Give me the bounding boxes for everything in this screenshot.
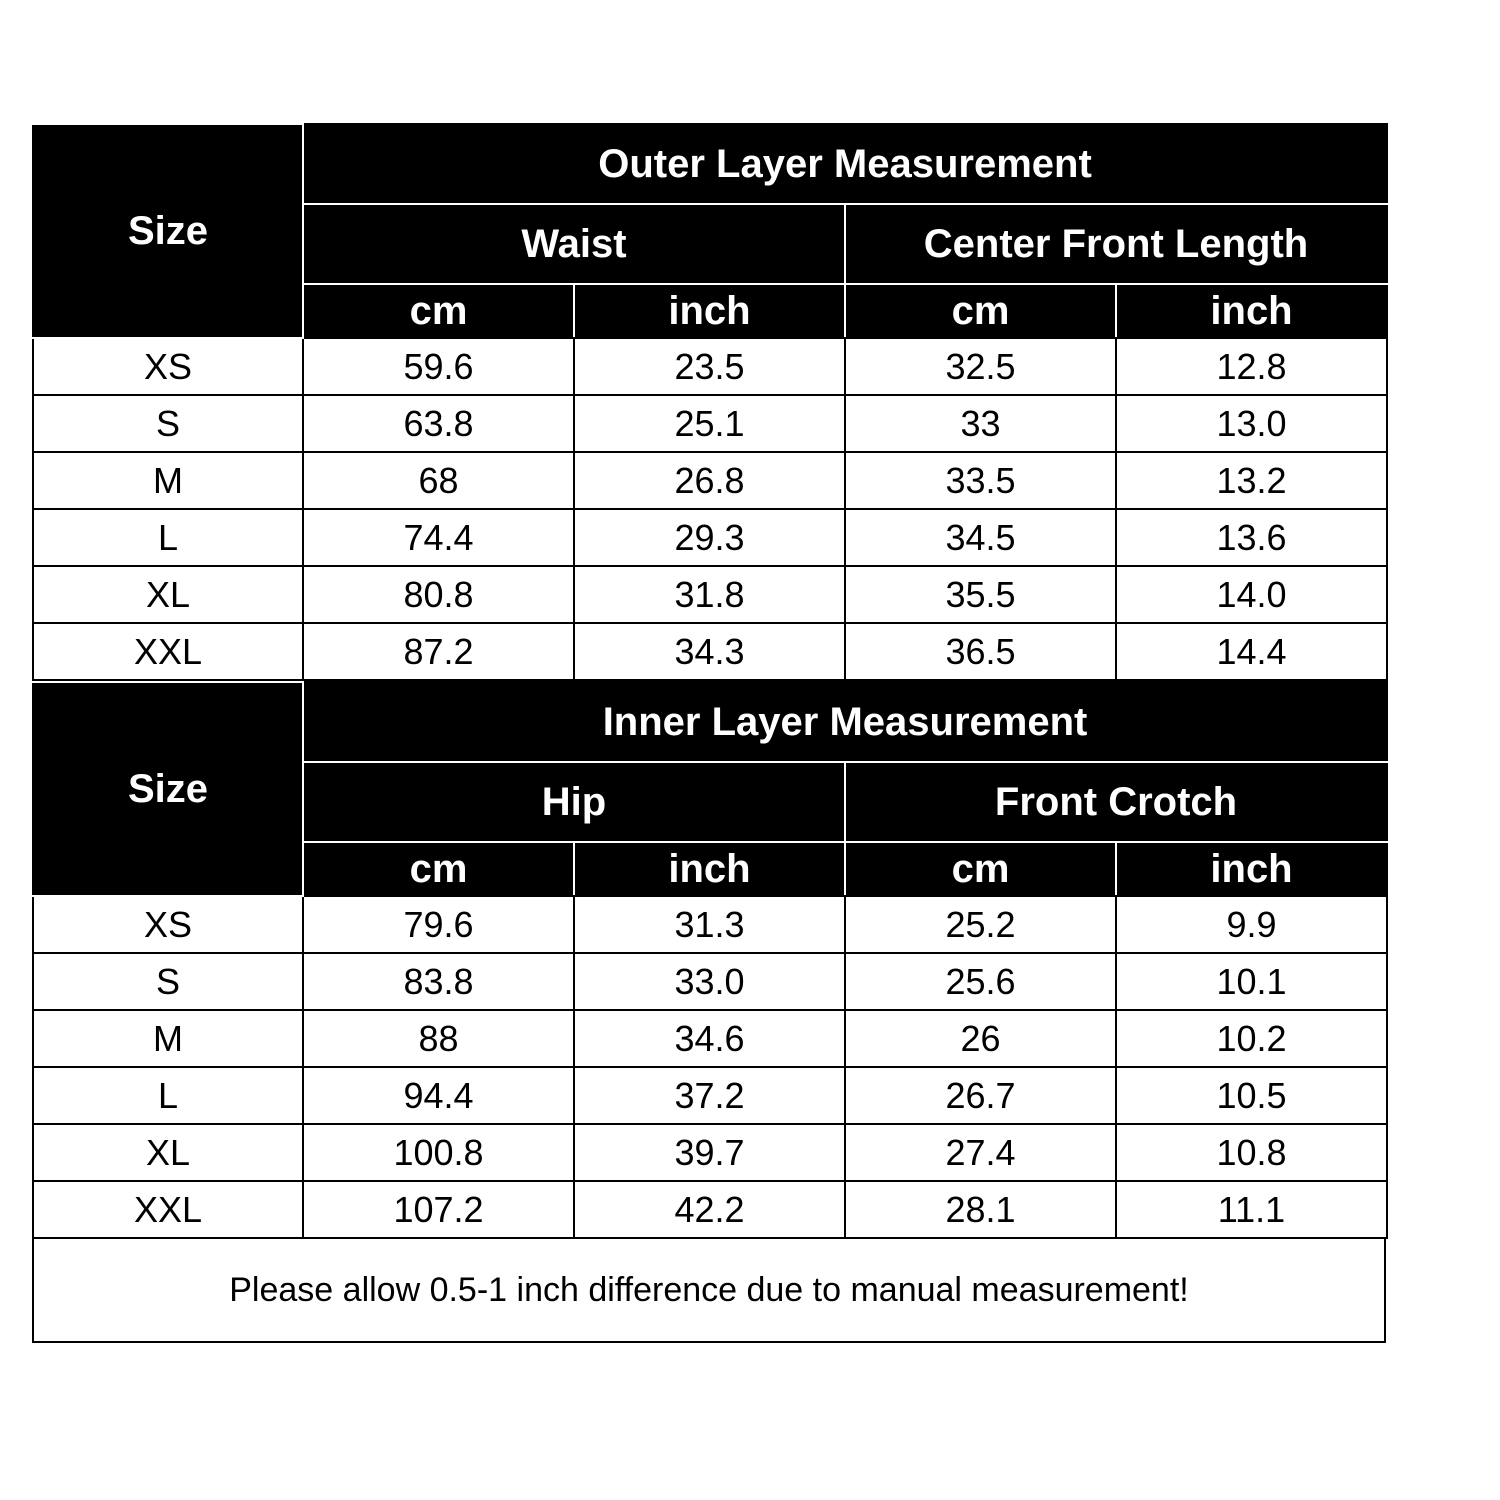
measurement-cell: 25.2 [845, 896, 1116, 953]
measurement-cell: 12.8 [1116, 338, 1387, 395]
size-label-cell: M [33, 1010, 303, 1067]
measurement-cell: 35.5 [845, 566, 1116, 623]
table-row [33, 395, 1387, 452]
unit-header: cm [303, 842, 574, 896]
measurement-cell: 32.5 [845, 338, 1116, 395]
unit-header: inch [574, 842, 845, 896]
size-label-cell: S [33, 953, 303, 1010]
measurement-cell: 28.1 [845, 1181, 1116, 1238]
outer-table-body [33, 338, 1387, 680]
unit-header: cm [845, 842, 1116, 896]
measurement-cell: 25.1 [574, 395, 845, 452]
group-header-front-crotch: Front Crotch [845, 762, 1387, 842]
size-label-cell: XL [33, 566, 303, 623]
size-label-cell: XL [33, 1124, 303, 1181]
unit-header: inch [1116, 284, 1387, 338]
measurement-cell: 39.7 [574, 1124, 845, 1181]
table-row [33, 1124, 1387, 1181]
table-row [33, 1181, 1387, 1238]
measurement-cell: 37.2 [574, 1067, 845, 1124]
measurement-cell: 107.2 [303, 1181, 574, 1238]
table-row [33, 953, 1387, 1010]
measurement-cell: 100.8 [303, 1124, 574, 1181]
table-row [33, 623, 1387, 680]
measurement-cell: 33.5 [845, 452, 1116, 509]
measurement-cell: 10.2 [1116, 1010, 1387, 1067]
measurement-cell: 26 [845, 1010, 1116, 1067]
measurement-cell: 79.6 [303, 896, 574, 953]
measurement-cell: 94.4 [303, 1067, 574, 1124]
measurement-cell: 33.0 [574, 953, 845, 1010]
measurement-cell: 63.8 [303, 395, 574, 452]
size-label-cell: L [33, 509, 303, 566]
table-row [33, 338, 1387, 395]
measurement-cell: 14.4 [1116, 623, 1387, 680]
table-row [33, 509, 1387, 566]
measurement-cell: 29.3 [574, 509, 845, 566]
table-row [33, 1067, 1387, 1124]
group-header-waist: Waist [303, 204, 845, 284]
measurement-cell: 23.5 [574, 338, 845, 395]
size-label-cell: M [33, 452, 303, 509]
measurement-cell: 34.6 [574, 1010, 845, 1067]
measurement-cell: 10.1 [1116, 953, 1387, 1010]
measurement-cell: 13.6 [1116, 509, 1387, 566]
group-header-hip: Hip [303, 762, 845, 842]
measurement-cell: 83.8 [303, 953, 574, 1010]
measurement-cell: 68 [303, 452, 574, 509]
table-title: Inner Layer Measurement [303, 682, 1387, 762]
measurement-cell: 10.5 [1116, 1067, 1387, 1124]
measurement-cell: 33 [845, 395, 1116, 452]
measurement-cell: 59.6 [303, 338, 574, 395]
measurement-cell: 11.1 [1116, 1181, 1387, 1238]
size-chart [32, 123, 1386, 1343]
unit-header: cm [303, 284, 574, 338]
measurement-cell: 26.7 [845, 1067, 1116, 1124]
size-label-cell: L [33, 1067, 303, 1124]
measurement-cell: 74.4 [303, 509, 574, 566]
measurement-cell: 42.2 [574, 1181, 845, 1238]
table-title: Outer Layer Measurement [303, 124, 1387, 204]
size-label-cell: XXL [33, 623, 303, 680]
table-row [33, 1010, 1387, 1067]
measurement-cell: 13.2 [1116, 452, 1387, 509]
unit-header: inch [574, 284, 845, 338]
size-label-cell: XXL [33, 1181, 303, 1238]
measurement-cell: 36.5 [845, 623, 1116, 680]
inner-layer-table [32, 681, 1388, 1239]
size-label-cell: XS [33, 896, 303, 953]
unit-header: inch [1116, 842, 1387, 896]
measurement-cell: 87.2 [303, 623, 574, 680]
table-row [33, 896, 1387, 953]
outer-layer-table [32, 123, 1388, 681]
size-label-cell: XS [33, 338, 303, 395]
measurement-cell: 25.6 [845, 953, 1116, 1010]
size-column-header: Size [33, 124, 303, 338]
inner-table-body [33, 896, 1387, 1238]
measurement-note: Please allow 0.5-1 inch difference due to manual measurement! [32, 1239, 1386, 1343]
measurement-cell: 13.0 [1116, 395, 1387, 452]
measurement-cell: 14.0 [1116, 566, 1387, 623]
measurement-cell: 9.9 [1116, 896, 1387, 953]
size-label-cell: S [33, 395, 303, 452]
group-header-center-front-length: Center Front Length [845, 204, 1387, 284]
unit-header: cm [845, 284, 1116, 338]
measurement-cell: 26.8 [574, 452, 845, 509]
size-column-header: Size [33, 682, 303, 896]
measurement-cell: 31.3 [574, 896, 845, 953]
table-row [33, 452, 1387, 509]
measurement-cell: 34.3 [574, 623, 845, 680]
measurement-cell: 31.8 [574, 566, 845, 623]
measurement-cell: 88 [303, 1010, 574, 1067]
measurement-cell: 80.8 [303, 566, 574, 623]
measurement-cell: 34.5 [845, 509, 1116, 566]
measurement-cell: 10.8 [1116, 1124, 1387, 1181]
table-row [33, 566, 1387, 623]
measurement-cell: 27.4 [845, 1124, 1116, 1181]
